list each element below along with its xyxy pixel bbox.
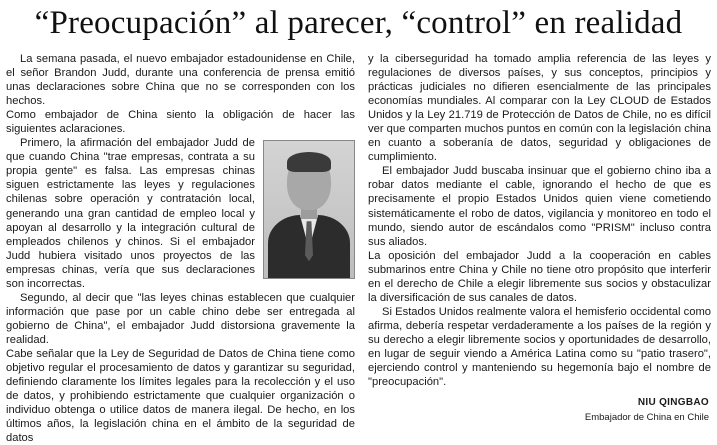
author-photo xyxy=(263,140,355,279)
paragraph-first-point: Primero, la afirmación del embajador Judd de que cuando China "trae empresas, contrata a su propia gente" es falsa. Las empresas chinas siguen estrictamente las leyes y regulaciones chilenas sobre operación y contratación local, generando una gran cantidad de empleo local y apoyan al desarrollo y la integración cultural de empleados chilenos y chinos. Si el embajador Judd hubiera visitado unos proyectos de las empresas chinas, vería que sus declaraciones son incorrectas. xyxy=(6,137,255,290)
article-column-right xyxy=(368,52,711,389)
author-byline xyxy=(585,397,709,424)
article-headline: “Preocupación” al parecer, “control” en realidad xyxy=(34,5,683,41)
paragraph-data-law: Cabe señalar que la Ley de Seguridad de Datos de China tiene como objetivo regular el procesamiento de datos y garantizar su seguridad, definiendo claramente los límites legales para la recolección y el uso de datos, y prohibiendo estrictamente que cualquier organización o individuo obtenga o utilice datos de manera ilegal. De hecho, en los últimos años, la legislación china en el ámbito de la seguridad de datos xyxy=(6,347,355,445)
paragraph-legislation: y la ciberseguridad ha tomado amplia referencia de las leyes y regulaciones de diversos países, y sus conceptos, principios y prácticas judiciales no difieren esencialmente de las principales economías mundiales. Al comparar con la Ley CLOUD de Estados Unidos y la Ley 21.719 de Protección de Datos de Chile, no es difícil ver que comparten muchos puntos en común con la legislación china en cuanto a soberanía de datos, seguridad y obligaciones de cumplimiento. xyxy=(368,53,711,164)
paragraph-cables: La oposición del embajador Judd a la cooperación en cables submarinos entre China y Chile no tiene otro propósito que interferir en el derecho de Chile a elegir libremente sus socios y obstaculizar la diversificación de sus canales de datos. xyxy=(368,249,711,304)
paragraph-intro: La semana pasada, el nuevo embajador estadounidense en Chile, el señor Brandon Judd, durante una conferencia de prensa emitió unas declaraciones sobre China que no se corresponden con los hechos. xyxy=(6,53,355,108)
paragraph-second-point: Segundo, al decir que "las leyes chinas establecen que cualquier información que pase por un cable chino debe ser entregada al gobierno de China", el embajador Judd distorsiona gravemente la realidad. xyxy=(6,291,355,346)
photo-hair xyxy=(287,152,331,172)
author-role: Embajador de China en Chile xyxy=(584,412,709,423)
paragraph-clarification: Como embajador de China siento la obligación de hacer las siguientes aclaraciones. xyxy=(6,109,355,136)
paragraph-prism: El embajador Judd buscaba insinuar que el gobierno chino iba a robar datos mediante el cable, ignorando el hecho de que es precisamente el propio Estados Unidos quien viene cometiendo sistemáticamente el robo de datos, vigilancia y monitoreo en todo el mundo, siendo autor de escándalos como "PRISM" incluso contra sus aliados. xyxy=(368,165,711,248)
author-name: NIU QINGBAO xyxy=(637,397,709,408)
article-column-left xyxy=(6,52,355,445)
paragraph-conclusion: Si Estados Unidos realmente valora el hemisferio occidental como afirma, debería respetar verdaderamente a los países de la región y su derecho a elegir libremente socios y oportunidades de desarrollo, en lugar de seguir viendo a América Latina como su "patio trasero", ejerciendo control y manteniendo su hegemonía bajo el nombre de "preocupación". xyxy=(368,305,711,389)
